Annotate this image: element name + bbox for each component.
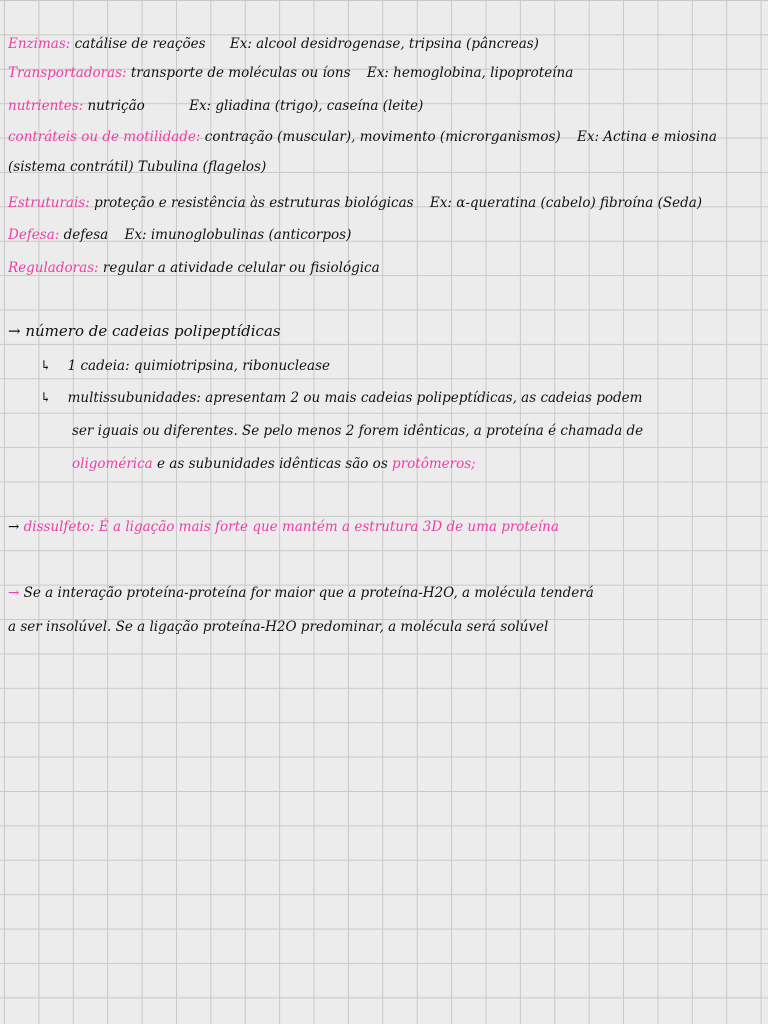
chains-item-2 (40, 388, 762, 408)
solubility-line-2 (8, 617, 762, 637)
topic-text: defesa (63, 227, 109, 243)
topic-text: nutrição (87, 98, 145, 114)
topic-term: Transportadoras: (8, 65, 127, 81)
topic-text: contração (muscular), movimento (microrganismos) (204, 129, 561, 145)
topic-term: Reguladoras: (8, 260, 99, 276)
topic-term: contráteis ou de motilidade: (8, 129, 201, 145)
topic-text: proteção e resistência às estruturas biológicas (94, 195, 414, 211)
topic-example: Ex: hemoglobina, lipoproteína (366, 65, 574, 81)
highlight-term: protômeros; (392, 456, 476, 472)
chains-item-text: ser iguais ou diferentes. Se pelo menos 2 forem idênticas, a proteína é chamada de (72, 423, 644, 439)
highlight-term: oligomérica (72, 456, 153, 472)
topic-example: Ex: alcool desidrogenase, tripsina (pâncreas) (229, 36, 539, 52)
solubility-text: a ser insolúvel. Se a ligação proteína-H2O predominar, a molécula será solúvel (8, 619, 549, 635)
topic-text: regular a atividade celular ou fisiológica (102, 260, 380, 276)
chains-item-text: multissubunidades: apresentam 2 ou mais cadeias polipeptídicas, as cadeias podem (67, 390, 643, 406)
topic-text: (sistema contrátil) Tubulina (flagelos) (8, 159, 267, 175)
chains-item-2-cont (72, 421, 762, 441)
topic-nutrientes (8, 96, 762, 116)
topic-defesa (8, 225, 762, 245)
topic-example: Ex: Actina e miosina (576, 129, 717, 145)
topic-example: Ex: imunoglobulinas (anticorpos) (124, 227, 352, 243)
arrow-icon: → (8, 322, 21, 340)
topic-text: catálise de reações (74, 36, 206, 52)
topic-term: nutrientes: (8, 98, 84, 114)
disulfide-term: dissulfeto: (23, 519, 95, 535)
topic-term: Estruturais: (8, 195, 90, 211)
topic-example: Ex: α-queratina (cabelo) fibroína (Seda) (429, 195, 703, 211)
topic-transportadoras (8, 63, 762, 83)
topic-contrateis-cont (8, 157, 762, 177)
topic-estruturais (8, 193, 762, 213)
chains-item-text: 1 cadeia: quimiotripsina, ribonuclease (67, 358, 331, 374)
topic-enzimas (8, 34, 762, 54)
chains-heading-line (8, 321, 762, 341)
disulfide-line (8, 517, 762, 537)
arrow-icon: → (8, 519, 20, 535)
arrow-icon: → (8, 585, 20, 601)
topic-term: Defesa: (8, 227, 60, 243)
solubility-text: Se a interação proteína-proteína for maior que a proteína-H2O, a molécula tenderá (23, 585, 594, 601)
chains-item-1 (40, 356, 762, 376)
sub-arrow-icon: ↳ (40, 390, 52, 406)
topic-contrateis (8, 127, 762, 147)
solubility-line-1 (8, 583, 762, 603)
chains-item-2-cont (72, 454, 762, 474)
chains-heading: número de cadeias polipeptídicas (25, 322, 281, 340)
sub-arrow-icon: ↳ (40, 358, 52, 374)
chains-item-text: e as subunidades idênticas são os (157, 456, 388, 472)
topic-example: Ex: gliadina (trigo), caseína (leite) (189, 98, 424, 114)
topic-text: transporte de moléculas ou íons (130, 65, 351, 81)
topic-reguladoras (8, 258, 762, 278)
disulfide-text: É a ligação mais forte que mantém a estrutura 3D de uma proteína (98, 519, 559, 535)
topic-term: Enzimas: (8, 36, 71, 52)
